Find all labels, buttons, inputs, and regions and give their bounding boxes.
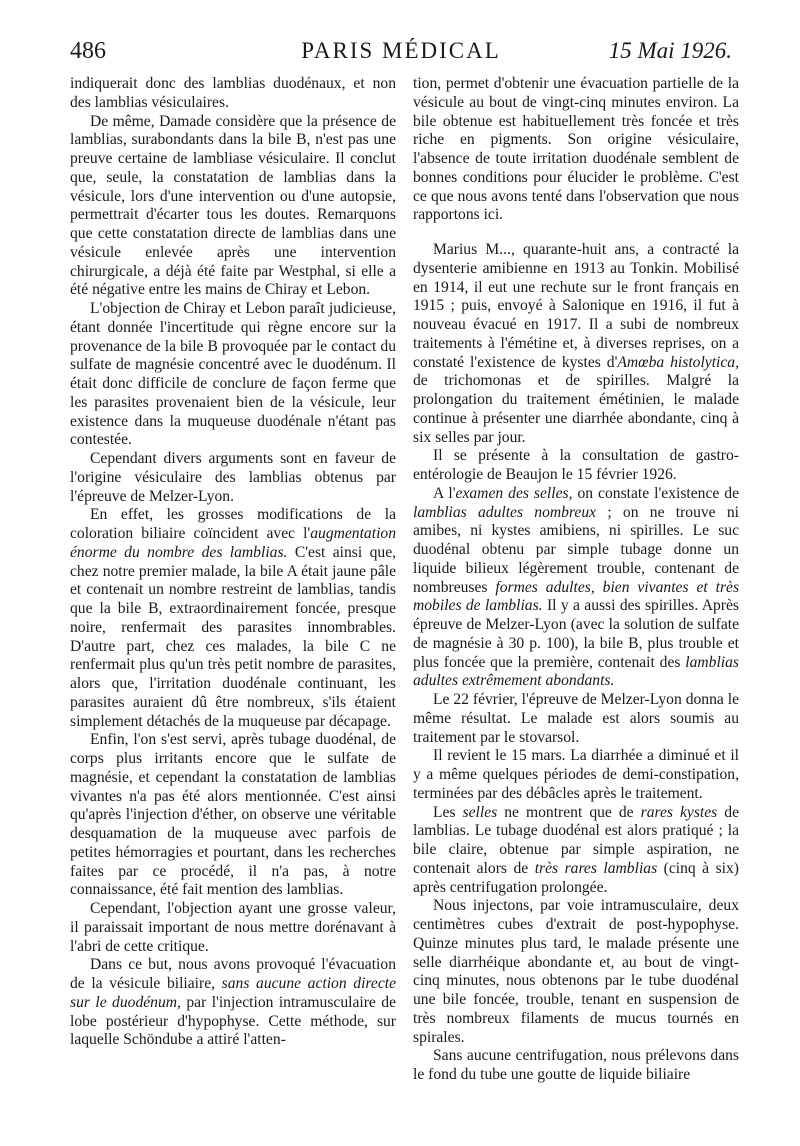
italic-text: augmentation énorme du nombre des lamblias.	[70, 525, 396, 561]
paragraph	[413, 897, 739, 1047]
italic-text: lamblias adultes extrêmement abondants.	[413, 653, 739, 690]
text-run: Marius M..., quarante-huit ans, a contracté la dysenterie amibienne en 1913 au Tonkin. Mobilisé en 1914, il eut une rechute sur le front français en 1915 ; puis, envoyé à Salonique en 1916, il fut à nouveau évacué en 1917. Il a subi de nombreux traitements à l'émétine et, à diverses reprises, on a constaté l'existence de kystes d'	[413, 241, 739, 371]
text-run: Sans aucune centrifugation, nous prélevons dans le fond du tube une goutte de liquide biliaire	[413, 1047, 739, 1083]
paragraph	[70, 113, 396, 301]
paragraph	[413, 447, 739, 485]
text-run: De même, Damade considère que la présence de lamblias, surabondants dans la bile B, n'est pas une preuve certaine de lambliase vésiculaire. Il conclut que, seule, la constatation de lamblias dans la vésicule, lors d'une intervention ou d'une autopsie, permettrait d'écarter tous les doutes. Remarquons que cette constatation directe de lamblias dans une vésicule enlevée après une intervention chirurgicale, a déjà été faite par Westphal, si elle a été négative entre les mains de Chiray et Lebon.	[70, 112, 396, 299]
text-run: tion, permet d'obtenir une évacuation partielle de la vésicule au bout de vingt-cinq minutes environ. La bile obtenue est habituellement très foncée et très riche en pigments. Son origine vésiculaire, l'absence de toute irritation duodénale semblent de bonnes conditions pour élucider le problème. C'est ce que nous avons tenté dans l'observation que nous rapportons ici.	[413, 75, 739, 224]
page-header	[70, 38, 732, 68]
text-run: Il se présente à la consultation de gastro-entérologie de Beaujon le 15 février 1926.	[413, 447, 739, 483]
italic-text: sans aucune action directe sur le duodénum,	[70, 975, 397, 1011]
paragraph	[70, 956, 396, 1050]
text-run: L'objection de Chiray et Lebon paraît judicieuse, étant donnée l'incertitude qui règne encore sur la provenance de la bile B provoquée par le contact du sulfate de magnésie concentré avec le duodénum. Il était donc difficile de conclure de façon ferme que les parasites provenaient bien de la vésicule, leur existence dans la muqueuse duodénale n'étant pas contestée.	[70, 300, 396, 449]
text-run: A l'	[433, 484, 456, 502]
italic-text: rares kystes	[640, 803, 718, 821]
text-run: indiquerait donc des lamblias duodénaux, et non des lamblias vésiculaires.	[70, 75, 396, 111]
left-column	[70, 75, 396, 1050]
text-run: Les	[433, 803, 463, 821]
paragraph	[413, 691, 739, 747]
text-run: Enfin, l'on s'est servi, après tubage duodénal, de corps plus irritants encore que le sulfate de magnésie, et cependant la constatation de lamblias vivantes n'a pas été alors mentionnée. C'est ainsi qu'après l'injection d'éther, on observe une véritable desquamation de la muqueuse avec parfois de petites hémorragies et pourtant, dans les recherches faites par ce procédé, il n'a pas, à notre connaissance, été fait mention des lamblias.	[70, 731, 396, 899]
paragraph	[413, 804, 739, 898]
paragraph	[70, 506, 396, 731]
text-run: Le 22 février, l'épreuve de Melzer-Lyon donna le même résultat. Le malade est alors soumis au traitement par le stovarsol.	[413, 691, 739, 746]
text-run: ne montrent que de	[497, 803, 641, 821]
text-run: Dans ce but, nous avons provoqué l'évacuation de la vésicule biliaire,	[70, 956, 396, 992]
paragraph	[70, 900, 396, 956]
text-run: (cinq à six) après centrifugation prolongée.	[413, 859, 739, 896]
text-run: En effet, les grosses modifications de la coloration biliaire coïncident avec l'	[70, 506, 396, 542]
right-column	[413, 75, 739, 1085]
paragraph	[70, 450, 396, 506]
paragraph	[413, 485, 739, 691]
italic-text: examen des selles,	[455, 484, 573, 502]
journal-title: PARIS MÉDICAL	[301, 38, 501, 63]
italic-text: très rares lamblias	[534, 859, 658, 877]
text-run: de trichomonas et de spirilles. Malgré la prolongation du traitement émétinien, le malade continue à présenter une diarrhée abondante, cinq à six selles par jour.	[413, 372, 739, 446]
paragraph	[413, 75, 739, 225]
text-run: Il revient le 15 mars. La diarrhée a diminué et il y a même quelques périodes de demi-constipation, terminées par des débâcles après le traitement.	[413, 747, 739, 802]
paragraph	[413, 1047, 739, 1085]
paragraph	[70, 75, 396, 113]
italic-text: formes adultes, bien vivantes et très mobiles de lamblias.	[413, 578, 740, 615]
text-run: Cependant divers arguments sont en faveur de l'origine vésiculaire des lamblias obtenus par l'épreuve de Melzer-Lyon.	[70, 450, 396, 505]
italic-text: lamblias adultes nombreux	[413, 503, 597, 521]
issue-date: 15 Mai 1926.	[608, 38, 732, 63]
text-run: de lamblias. Le tubage duodénal est alors pratiqué ; la bile claire, obtenue par simple aspiration, ne contenait alors de	[413, 803, 739, 877]
text-run: C'est ainsi que, chez notre premier malade, la bile A était jaune pâle et contenait un nombre restreint de lamblias, tandis que la bile B, extraordinairement foncée, presque noire, renfermait des parasites innombrables. D'autre part, chez ces malades, la bile C ne renfermait plus qu'un très petit nombre de parasites, alors que, l'irritation duodénale continuant, les parasites auraient dû être nombreux, s'ils étaient simplement détachés de la muqueuse par décapage.	[70, 543, 397, 730]
paragraph	[70, 300, 396, 450]
paragraph	[413, 241, 739, 447]
text-run: par l'injection intramusculaire de lobe postérieur d'hypophyse. Cette méthode, sur laquelle Schöndube a attiré l'atten-	[70, 993, 396, 1049]
text-run: Nous injectons, par voie intramusculaire, deux centimètres cubes d'extrait de post-hypophyse. Quinze minutes plus tard, le malade présente une selle diarrhéique abondante et, au bout de vingt-cinq minutes, nous obtenons par le tube duodénal une bile foncée, trouble, tenant en suspension de très nombreux filaments de mucus tournés en spirales.	[413, 897, 739, 1046]
text-run: Cependant, l'objection ayant une grosse valeur, il paraissait important de nous mettre dorénavant à l'abri de cette critique.	[70, 900, 396, 955]
text-run: Il y a aussi des spirilles. Après épreuve de Melzer-Lyon (avec la solution de sulfate de magnésie à 30 p. 100), la bile B, plus trouble et plus foncée que la première, contenait des	[413, 597, 739, 671]
italic-text: selles	[462, 803, 498, 821]
page-number: 486	[70, 38, 106, 64]
paragraph	[70, 731, 396, 900]
text-run: ; on ne trouve ni amibes, ni kystes amibiens, ni spirilles. Le suc duodénal obtenu par simple tubage donne un liquide bilieux légèrement trouble, contenant de nombreuses	[413, 503, 740, 596]
paragraph	[413, 747, 739, 803]
italic-text: Amœba histolytica,	[617, 353, 739, 371]
text-run: on constate l'existence de	[572, 484, 740, 502]
